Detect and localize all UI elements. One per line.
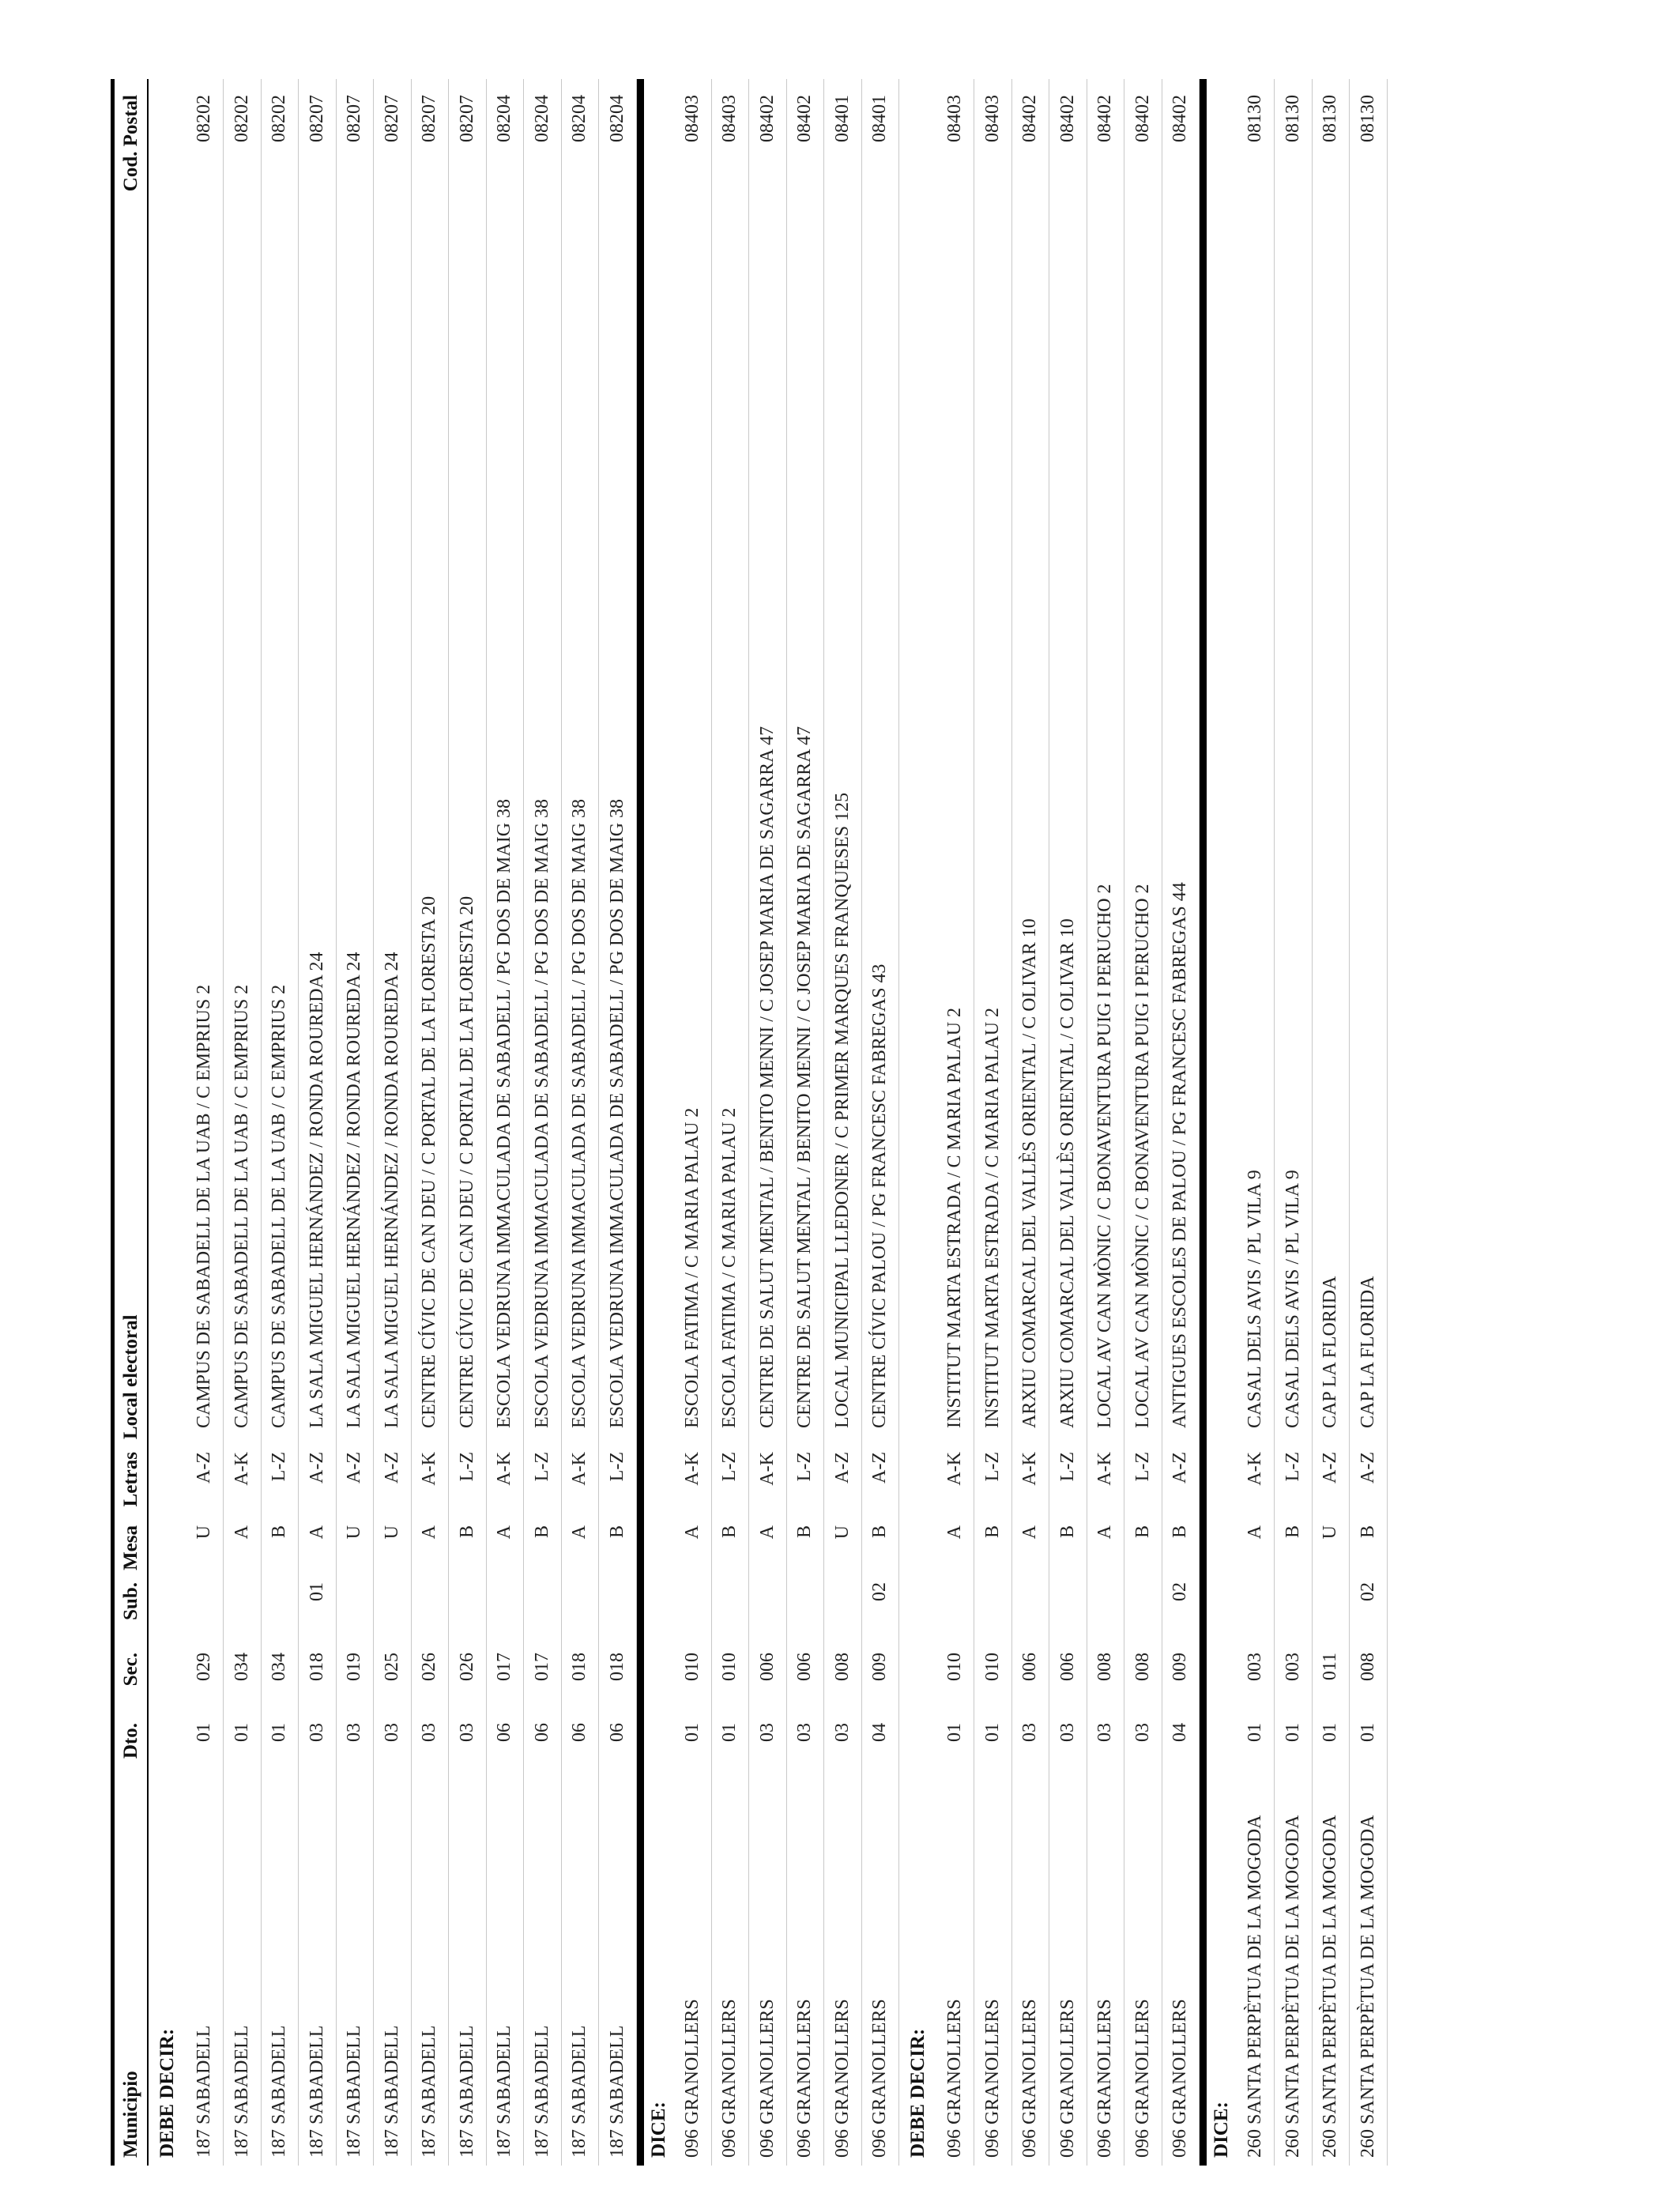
cell-local: ESCOLA VEDRUNA IMMACULADA DE SABADELL / PG DOS DE MAIG 38 <box>531 798 552 1428</box>
cell-municipio: 187 SABADELL <box>569 2025 590 2158</box>
cell-letras: A-K <box>756 1452 778 1486</box>
cell-local: INSTITUT MARTA ESTRADA / C MARIA PALAU 2 <box>944 1007 966 1428</box>
cell-mesa: A <box>681 1525 703 1540</box>
cell-mesa: A <box>494 1525 515 1540</box>
cell-dto: 03 <box>381 1723 402 1742</box>
cell-sub: 01 <box>306 1582 327 1601</box>
cell-letras: A-K <box>1094 1452 1116 1486</box>
cell-letras: A-K <box>681 1452 703 1486</box>
cell-municipio: 187 SABADELL <box>306 2025 327 2158</box>
cell-dto: 03 <box>306 1723 327 1742</box>
cell-letras: A-Z <box>306 1452 327 1483</box>
cell-sec: 025 <box>381 1653 402 1681</box>
section-label <box>637 79 675 2166</box>
cell-mesa: U <box>381 1525 402 1540</box>
table-row <box>374 79 412 2166</box>
section-label <box>899 79 937 2166</box>
table-row <box>1012 79 1050 2166</box>
table-row <box>562 79 600 2166</box>
cell-sec: 026 <box>456 1653 477 1681</box>
cell-mesa: A <box>306 1525 327 1540</box>
cell-letras: A-K <box>419 1452 440 1486</box>
cell-municipio: 260 SANTA PERPÈTUA DE LA MOGODA <box>1282 1815 1303 2158</box>
cell-sub: 02 <box>869 1582 891 1601</box>
table-row <box>1049 79 1087 2166</box>
header-letras: Letras <box>119 1452 141 1507</box>
table-row <box>487 79 525 2166</box>
cell-local: ARXIU COMARCAL DEL VALLÈS ORIENTAL / C OLIVAR 10 <box>1057 918 1078 1428</box>
cell-letras: L-Z <box>456 1452 477 1482</box>
cell-cp: 08202 <box>231 95 252 142</box>
cell-dto: 06 <box>569 1723 590 1742</box>
cell-sec: 017 <box>531 1653 552 1681</box>
cell-sub: 02 <box>1357 1582 1378 1601</box>
cell-sec: 010 <box>681 1653 703 1681</box>
cell-mesa: B <box>1357 1525 1378 1539</box>
cell-sec: 009 <box>1170 1653 1191 1681</box>
cell-letras: L-Z <box>1282 1452 1303 1482</box>
cell-mesa: B <box>531 1525 552 1539</box>
cell-municipio: 187 SABADELL <box>419 2025 440 2158</box>
cell-sec: 008 <box>1094 1653 1116 1681</box>
cell-dto: 01 <box>1245 1723 1266 1742</box>
table-row <box>599 79 637 2166</box>
table-row <box>862 79 900 2166</box>
table-row <box>1313 79 1350 2166</box>
cell-dto: 03 <box>831 1723 853 1742</box>
cell-local: CAMPUS DE SABADELL DE LA UAB / C EMPRIUS 2 <box>194 984 215 1428</box>
cell-dto: 01 <box>1282 1723 1303 1742</box>
cell-cp: 08402 <box>756 95 778 142</box>
table-row <box>674 79 712 2166</box>
cell-dto: 03 <box>1132 1723 1153 1742</box>
cell-local: ESCOLA VEDRUNA IMMACULADA DE SABADELL / PG DOS DE MAIG 38 <box>494 798 515 1428</box>
cell-municipio: 260 SANTA PERPÈTUA DE LA MOGODA <box>1357 1815 1378 2158</box>
cell-cp: 08402 <box>1170 95 1191 142</box>
cell-cp: 08207 <box>456 95 477 142</box>
cell-cp: 08403 <box>981 95 1003 142</box>
table-row <box>299 79 337 2166</box>
cell-dto: 03 <box>756 1723 778 1742</box>
cell-dto: 01 <box>981 1723 1003 1742</box>
cell-dto: 06 <box>531 1723 552 1742</box>
cell-local: CENTRE CÍVIC DE CAN DEU / C PORTAL DE LA FLORESTA 20 <box>419 895 440 1428</box>
cell-sec: 029 <box>194 1653 215 1681</box>
cell-municipio: 096 GRANOLLERS <box>1019 1999 1041 2158</box>
cell-municipio: 096 GRANOLLERS <box>1057 1999 1078 2158</box>
cell-mesa: B <box>1132 1525 1153 1539</box>
cell-cp: 08202 <box>194 95 215 142</box>
table-row <box>1124 79 1162 2166</box>
cell-mesa: B <box>869 1525 891 1539</box>
cell-cp: 08403 <box>681 95 703 142</box>
electoral-table <box>111 79 1388 2166</box>
table-row <box>749 79 787 2166</box>
cell-mesa: A <box>1019 1525 1041 1540</box>
cell-dto: 01 <box>681 1723 703 1742</box>
cell-cp: 08204 <box>569 95 590 142</box>
cell-mesa: A <box>1245 1525 1266 1540</box>
cell-dto: 04 <box>1170 1723 1191 1742</box>
cell-sec: 006 <box>1019 1653 1041 1681</box>
cell-letras: A-Z <box>344 1452 365 1483</box>
cell-cp: 08204 <box>531 95 552 142</box>
cell-cp: 08401 <box>869 95 891 142</box>
section-label <box>1200 79 1237 2166</box>
cell-local: CAMPUS DE SABADELL DE LA UAB / C EMPRIUS 2 <box>269 984 290 1428</box>
cell-sec: 011 <box>1320 1653 1341 1681</box>
cell-letras: A-K <box>1245 1452 1266 1486</box>
cell-cp: 08130 <box>1282 95 1303 142</box>
cell-mesa: A <box>944 1525 966 1540</box>
cell-letras: A-Z <box>1320 1452 1341 1483</box>
cell-local: LOCAL AV CAN MÒNIC / C BONAVENTURA PUIG I PERUCHO 2 <box>1094 884 1116 1428</box>
section-label-text: DICE: <box>647 2102 669 2158</box>
cell-local: ESCOLA VEDRUNA IMMACULADA DE SABADELL / PG DOS DE MAIG 38 <box>606 798 627 1428</box>
cell-cp: 08403 <box>719 95 740 142</box>
cell-municipio: 187 SABADELL <box>269 2025 290 2158</box>
cell-dto: 03 <box>456 1723 477 1742</box>
cell-cp: 08130 <box>1357 95 1378 142</box>
cell-sec: 026 <box>419 1653 440 1681</box>
cell-letras: A-Z <box>1170 1452 1191 1483</box>
cell-cp: 08130 <box>1245 95 1266 142</box>
cell-letras: A-K <box>494 1452 515 1486</box>
cell-letras: A-Z <box>869 1452 891 1483</box>
cell-mesa: A <box>1094 1525 1116 1540</box>
cell-sec: 034 <box>269 1653 290 1681</box>
cell-letras: A-Z <box>381 1452 402 1483</box>
cell-local: CAP LA FLORIDA <box>1357 1276 1378 1428</box>
cell-mesa: B <box>1282 1525 1303 1539</box>
cell-municipio: 260 SANTA PERPÈTUA DE LA MOGODA <box>1245 1815 1266 2158</box>
cell-mesa: A <box>569 1525 590 1540</box>
section-label-text: DEBE DECIR: <box>906 2028 929 2158</box>
table-row <box>712 79 750 2166</box>
cell-local: LA SALA MIGUEL HERNÁNDEZ / RONDA ROUREDA 24 <box>381 952 402 1428</box>
cell-dto: 03 <box>1094 1723 1116 1742</box>
cell-sec: 018 <box>606 1653 627 1681</box>
cell-cp: 08401 <box>831 95 853 142</box>
cell-sec: 006 <box>756 1653 778 1681</box>
cell-mesa: B <box>1170 1525 1191 1539</box>
cell-cp: 08207 <box>381 95 402 142</box>
cell-letras: A-Z <box>1357 1452 1378 1483</box>
cell-local: CENTRE DE SALUT MENTAL / BENITO MENNI / C JOSEP MARIA DE SAGARRA 47 <box>794 726 816 1428</box>
cell-mesa: B <box>269 1525 290 1539</box>
cell-mesa: B <box>981 1525 1003 1539</box>
cell-cp: 08202 <box>269 95 290 142</box>
cell-municipio: 187 SABADELL <box>531 2025 552 2158</box>
cell-dto: 01 <box>194 1723 215 1742</box>
table-row <box>1237 79 1275 2166</box>
table-row <box>974 79 1012 2166</box>
cell-mesa: A <box>756 1525 778 1540</box>
cell-municipio: 260 SANTA PERPÈTUA DE LA MOGODA <box>1320 1815 1341 2158</box>
table-row <box>449 79 487 2166</box>
cell-letras: A-K <box>944 1452 966 1486</box>
cell-dto: 03 <box>1057 1723 1078 1742</box>
cell-local: ANTIGUES ESCOLES DE PALOU / PG FRANCESC FABREGAS 44 <box>1170 882 1191 1428</box>
cell-letras: A-K <box>231 1452 252 1486</box>
cell-local: ESCOLA VEDRUNA IMMACULADA DE SABADELL / PG DOS DE MAIG 38 <box>569 798 590 1428</box>
cell-sec: 009 <box>869 1653 891 1681</box>
cell-dto: 03 <box>1019 1723 1041 1742</box>
cell-local: CAP LA FLORIDA <box>1320 1276 1341 1428</box>
cell-sub: 02 <box>1170 1582 1191 1601</box>
cell-dto: 01 <box>231 1723 252 1742</box>
cell-sec: 008 <box>1357 1653 1378 1681</box>
cell-local: LOCAL MUNICIPAL LLEDONER / C PRIMER MARQUES FRANQUESES 125 <box>831 792 853 1428</box>
cell-letras: L-Z <box>269 1452 290 1482</box>
cell-municipio: 096 GRANOLLERS <box>756 1999 778 2158</box>
table-row <box>262 79 299 2166</box>
cell-dto: 06 <box>606 1723 627 1742</box>
cell-sec: 003 <box>1282 1653 1303 1681</box>
cell-local: CAMPUS DE SABADELL DE LA UAB / C EMPRIUS 2 <box>231 984 252 1428</box>
header-municipio: Municipio <box>119 2071 141 2158</box>
header-local: Local electoral <box>119 1314 141 1439</box>
table-row <box>1275 79 1313 2166</box>
cell-dto: 01 <box>944 1723 966 1742</box>
cell-dto: 03 <box>419 1723 440 1742</box>
table-row <box>224 79 262 2166</box>
cell-letras: L-Z <box>531 1452 552 1482</box>
cell-cp: 08204 <box>494 95 515 142</box>
cell-mesa: U <box>1320 1525 1341 1540</box>
cell-cp: 08402 <box>1019 95 1041 142</box>
cell-municipio: 187 SABADELL <box>344 2025 365 2158</box>
cell-local: LOCAL AV CAN MÒNIC / C BONAVENTURA PUIG I PERUCHO 2 <box>1132 884 1153 1428</box>
section-label <box>149 79 186 2166</box>
header-mesa: Mesa <box>119 1525 141 1570</box>
cell-sec: 034 <box>231 1653 252 1681</box>
cell-letras: L-Z <box>1057 1452 1078 1482</box>
cell-dto: 01 <box>719 1723 740 1742</box>
cell-municipio: 096 GRANOLLERS <box>831 1999 853 2158</box>
table-row <box>1087 79 1125 2166</box>
cell-mesa: B <box>719 1525 740 1539</box>
section-label-text: DICE: <box>1211 2102 1233 2158</box>
cell-municipio: 096 GRANOLLERS <box>1132 1999 1153 2158</box>
cell-municipio: 096 GRANOLLERS <box>944 1999 966 2158</box>
cell-mesa: U <box>831 1525 853 1540</box>
cell-mesa: B <box>456 1525 477 1539</box>
section-label-text: DEBE DECIR: <box>156 2028 178 2158</box>
cell-dto: 01 <box>269 1723 290 1742</box>
cell-cp: 08402 <box>1057 95 1078 142</box>
header-sub: Sub. <box>119 1582 141 1620</box>
cell-cp: 08402 <box>1132 95 1153 142</box>
cell-municipio: 187 SABADELL <box>194 2025 215 2158</box>
cell-letras: A-Z <box>194 1452 215 1483</box>
cell-municipio: 187 SABADELL <box>494 2025 515 2158</box>
cell-dto: 06 <box>494 1723 515 1742</box>
cell-local: LA SALA MIGUEL HERNÁNDEZ / RONDA ROUREDA 24 <box>344 952 365 1428</box>
table-row <box>937 79 975 2166</box>
cell-local: CENTRE DE SALUT MENTAL / BENITO MENNI / C JOSEP MARIA DE SAGARRA 47 <box>756 726 778 1428</box>
cell-mesa: A <box>419 1525 440 1540</box>
cell-sec: 006 <box>794 1653 816 1681</box>
cell-municipio: 096 GRANOLLERS <box>981 1999 1003 2158</box>
cell-letras: L-Z <box>1132 1452 1153 1482</box>
table-body <box>149 79 1388 2166</box>
cell-letras: L-Z <box>981 1452 1003 1482</box>
cell-local: CASAL DELS AVIS / PL VILA 9 <box>1245 1170 1266 1428</box>
cell-local: CASAL DELS AVIS / PL VILA 9 <box>1282 1170 1303 1428</box>
cell-cp: 08402 <box>1094 95 1116 142</box>
table-row <box>1162 79 1200 2166</box>
table-row <box>787 79 825 2166</box>
cell-local: CENTRE CÍVIC PALOU / PG FRANCESC FABREGAS 43 <box>869 963 891 1428</box>
cell-cp: 08402 <box>794 95 816 142</box>
cell-mesa: B <box>1057 1525 1078 1539</box>
cell-local: LA SALA MIGUEL HERNÁNDEZ / RONDA ROUREDA 24 <box>306 952 327 1428</box>
cell-mesa: A <box>231 1525 252 1540</box>
cell-sec: 006 <box>1057 1653 1078 1681</box>
cell-local: ARXIU COMARCAL DEL VALLÈS ORIENTAL / C OLIVAR 10 <box>1019 918 1041 1428</box>
cell-municipio: 187 SABADELL <box>606 2025 627 2158</box>
table-row <box>412 79 450 2166</box>
table-row <box>1350 79 1388 2166</box>
cell-mesa: B <box>794 1525 816 1539</box>
table-header <box>111 79 149 2166</box>
cell-sec: 019 <box>344 1653 365 1681</box>
header-sec: Sec. <box>119 1653 141 1687</box>
table-row <box>524 79 562 2166</box>
cell-local: ESCOLA FATIMA / C MARIA PALAU 2 <box>681 1107 703 1428</box>
cell-sec: 010 <box>719 1653 740 1681</box>
cell-sec: 018 <box>306 1653 327 1681</box>
cell-municipio: 187 SABADELL <box>456 2025 477 2158</box>
table-row <box>337 79 375 2166</box>
cell-sec: 018 <box>569 1653 590 1681</box>
cell-local: ESCOLA FATIMA / C MARIA PALAU 2 <box>719 1107 740 1428</box>
cell-sec: 017 <box>494 1653 515 1681</box>
cell-dto: 01 <box>1320 1723 1341 1742</box>
header-cp: Cod. Postal <box>119 95 141 192</box>
cell-sec: 010 <box>944 1653 966 1681</box>
cell-dto: 04 <box>869 1723 891 1742</box>
header-dto: Dto. <box>119 1723 141 1759</box>
cell-dto: 01 <box>1357 1723 1378 1742</box>
cell-letras: A-K <box>1019 1452 1041 1486</box>
cell-sec: 008 <box>1132 1653 1153 1681</box>
cell-sec: 008 <box>831 1653 853 1681</box>
cell-letras: L-Z <box>606 1452 627 1482</box>
cell-cp: 08207 <box>344 95 365 142</box>
cell-mesa: B <box>606 1525 627 1539</box>
cell-letras: L-Z <box>794 1452 816 1482</box>
cell-mesa: U <box>194 1525 215 1540</box>
cell-letras: A-K <box>569 1452 590 1486</box>
cell-local: CENTRE CÍVIC DE CAN DEU / C PORTAL DE LA FLORESTA 20 <box>456 895 477 1428</box>
cell-letras: A-Z <box>831 1452 853 1483</box>
cell-sec: 003 <box>1245 1653 1266 1681</box>
cell-municipio: 096 GRANOLLERS <box>681 1999 703 2158</box>
cell-dto: 03 <box>794 1723 816 1742</box>
cell-cp: 08130 <box>1320 95 1341 142</box>
cell-municipio: 096 GRANOLLERS <box>1094 1999 1116 2158</box>
cell-cp: 08207 <box>306 95 327 142</box>
cell-sec: 010 <box>981 1653 1003 1681</box>
cell-local: INSTITUT MARTA ESTRADA / C MARIA PALAU 2 <box>981 1007 1003 1428</box>
cell-mesa: U <box>344 1525 365 1540</box>
cell-municipio: 096 GRANOLLERS <box>869 1999 891 2158</box>
cell-cp: 08403 <box>944 95 966 142</box>
cell-municipio: 187 SABADELL <box>381 2025 402 2158</box>
cell-municipio: 096 GRANOLLERS <box>719 1999 740 2158</box>
cell-dto: 03 <box>344 1723 365 1742</box>
table-row <box>824 79 862 2166</box>
cell-cp: 08204 <box>606 95 627 142</box>
table-row <box>186 79 224 2166</box>
cell-municipio: 096 GRANOLLERS <box>794 1999 816 2158</box>
cell-municipio: 187 SABADELL <box>231 2025 252 2158</box>
cell-letras: L-Z <box>719 1452 740 1482</box>
cell-municipio: 096 GRANOLLERS <box>1170 1999 1191 2158</box>
cell-cp: 08207 <box>419 95 440 142</box>
